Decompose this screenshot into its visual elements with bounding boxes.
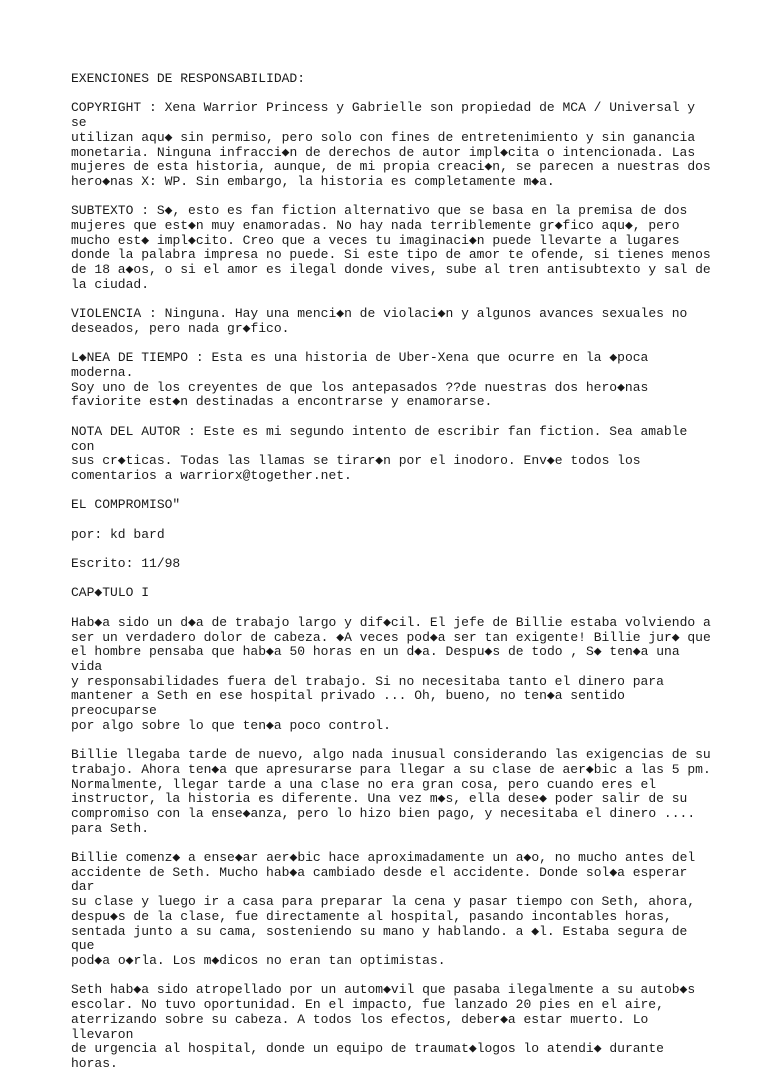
story-paragraph: Hab◆a sido un d◆a de trabajo largo y dif◆cil. El jefe de Billie estaba volviendo a ser un verdadero dolor de cabeza. ◆A veces pod◆a ser tan exigente! Billie jur◆ que el hombre pensaba que hab◆a 50 horas en un d◆a. Despu◆s de todo , S◆ ten◆a una vida y responsabilidades fuera del trabajo. Si no necesitaba tanto el dinero para mantener a Seth en ese hospital privado ... Oh, bueno, no ten◆a sentido preocuparse por algo sobre lo que ten◆a poco control. <box>71 614 711 733</box>
story-paragraph: Seth hab◆a sido atropellado por un autom◆vil que pasaba ilegalmente a su autob◆s escolar. No tuvo oportunidad. En el impacto, fue lanzado 20 pies en el aire, aterrizando sobre su cabeza. A todos los efectos, deber◆a estar muerto. Lo llevaron de urgencia al hospital, donde un equipo de traumat◆logos lo atendi◆ durante horas. <box>71 982 696 1071</box>
story-paragraph: Billie comenz◆ a ense◆ar aer◆bic hace aproximadamente un a◆o, no mucho antes del accidente de Seth. Mucho hab◆a cambiado desde el accidente. Donde sol◆a esperar dar su clase y luego ir a casa para preparar la cena y pasar tiempo con Seth, ahora, despu◆s de la clase, fue directamente al hospital, pasando incontables horas, sentada junto a su cama, sosteniendo su mano y hablando. a ◆l. Estaba segura de que pod◆a o◆rla. Los m◆dicos no eran tan optimistas. <box>71 850 696 968</box>
story-title: EL COMPROMISO" <box>71 497 181 513</box>
timeline-paragraph: L◆NEA DE TIEMPO : Esta es una historia de Uber-Xena que ocurre en la ◆poca moderna. Soy uno de los creyentes de que los antepasados ??de nuestras dos hero◆nas faviorite est◆n destinadas a encontrarse y enamorarse. <box>71 350 649 410</box>
subtext-paragraph: SUBTEXTO : S◆, esto es fan fiction alternativo que se basa en la premisa de dos mujeres que est◆n muy enamoradas. No hay nada terriblemente gr◆fico aqu◆, pero mucho est◆ impl◆cito. Creo que a veces tu imaginaci◆n puede llevarte a lugares donde la palabra impresa no puede. Si este tipo de amor te ofende, si tienes menos de 18 a◆os, o si el amor es ilegal donde vives, sube al tren antisubtexto y sal de la ciudad. <box>71 203 711 292</box>
chapter-heading: CAP◆TULO I <box>71 585 150 601</box>
disclaimer-heading: EXENCIONES DE RESPONSABILIDAD: <box>71 71 306 86</box>
violence-paragraph: VIOLENCIA : Ninguna. Hay una menci◆n de violaci◆n y algunos avances sexuales no deseados, pero nada gr◆fico. <box>71 306 688 336</box>
story-paragraph: Billie llegaba tarde de nuevo, algo nada inusual considerando las exigencias de su trabajo. Ahora ten◆a que apresurarse para llegar a su clase de aer◆bic a las 5 pm. Normalmente, llegar tarde a una clase no era gran cosa, pero cuando eres el instructor, la historia es diferente. Una vez m◆s, ella dese◆ poder salir de su compromiso con la ense◆anza, pero lo hizo bien pago, y necesitaba el dinero .... para Seth. <box>71 747 711 836</box>
document-body <box>71 72 711 1086</box>
copyright-paragraph: COPYRIGHT : Xena Warrior Princess y Gabrielle son propiedad de MCA / Universal y se utilizan aqu◆ sin permiso, pero solo con fines de entretenimiento y sin ganancia monetaria. Ninguna infracci◆n de derechos de autor impl◆cita o intencionada. Las mujeres de esta historia, aunque, de mi propia creaci◆n, se parecen a nuestras dos hero◆nas X: WP. Sin embargo, la historia es completamente m◆a. <box>71 100 711 189</box>
author-note-paragraph: NOTA DEL AUTOR : Este es mi segundo intento de escribir fan fiction. Sea amable con sus cr◆ticas. Todas las llamas se tirar◆n por el inodoro. Env◆e todos los comentarios a warriorx@together.net. <box>71 423 688 483</box>
author-byline: por: kd bard <box>71 526 165 542</box>
written-date: Escrito: 11/98 <box>71 556 181 572</box>
